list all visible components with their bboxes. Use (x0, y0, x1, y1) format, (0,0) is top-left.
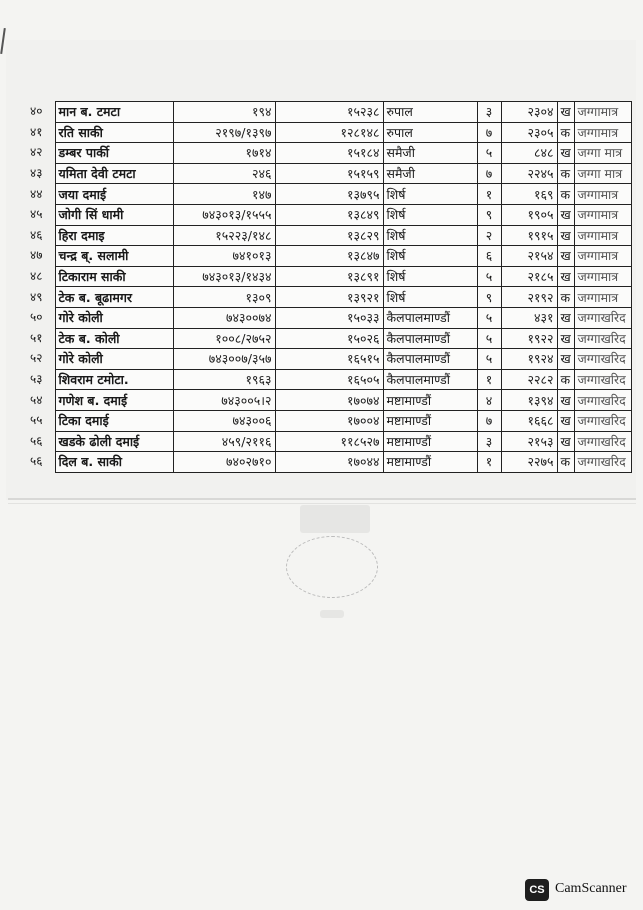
record-number-cell: ११८५२७ (275, 431, 383, 452)
table-row (30, 452, 631, 473)
count-value-cell: १ (477, 184, 501, 205)
location-cell: शिर्ष (383, 184, 477, 205)
record-number-cell: १५०२६ (275, 328, 383, 349)
reference-number-cell: १५२२३/१४८ (173, 225, 275, 246)
serial-number-cell: ४७ (30, 248, 43, 263)
location-cell: मष्टामाण्डौं (383, 390, 477, 411)
reference-number-cell: १९४ (173, 102, 275, 123)
faded-stamp (286, 536, 378, 598)
person-name-cell: डम्बर पार्की (55, 143, 173, 164)
remark-cell: जग्गामात्र (574, 287, 631, 308)
count-value-cell: ७ (477, 163, 501, 184)
registration-number-cell: २१८५ (501, 266, 557, 287)
reference-number-cell: ७४३००७/३५७ (173, 349, 275, 370)
location-cell: शिर्ष (383, 287, 477, 308)
reference-number-cell: ७४३००६ (173, 410, 275, 431)
person-name-cell: चन्द्र ब्. सलामी (55, 246, 173, 267)
count-value-cell: ६ (477, 246, 501, 267)
count-value-cell: ७ (477, 122, 501, 143)
remark-cell: जग्गाखरिद (574, 349, 631, 370)
reference-number-cell: ७४३०१३/१५५५ (173, 204, 275, 225)
serial-number-cell: ४४ (30, 186, 43, 201)
table-row (30, 204, 631, 225)
record-number-cell: १३८९१ (275, 266, 383, 287)
class-letter-cell: क (557, 452, 574, 473)
remark-cell: जग्गामात्र (574, 204, 631, 225)
location-cell: मष्टामाण्डौं (383, 431, 477, 452)
registration-number-cell: १३९४ (501, 390, 557, 411)
count-value-cell: ५ (477, 349, 501, 370)
table-row (30, 349, 631, 370)
reference-number-cell: २४६ (173, 163, 275, 184)
class-letter-cell: ख (557, 143, 574, 164)
person-name-cell: गोरे कोली (55, 349, 173, 370)
registration-number-cell: ४३१ (501, 307, 557, 328)
table-row (30, 163, 631, 184)
table-row (30, 410, 631, 431)
class-letter-cell: ख (557, 328, 574, 349)
remark-cell: जग्गाखरिद (574, 307, 631, 328)
remark-cell: जग्गा मात्र (574, 163, 631, 184)
camscanner-logo-icon: CS (525, 879, 549, 901)
registration-number-cell: १९२४ (501, 349, 557, 370)
serial-number-cell: ५१ (30, 330, 43, 345)
location-cell: शिर्ष (383, 204, 477, 225)
count-value-cell: ५ (477, 307, 501, 328)
registration-number-cell: २३०५ (501, 122, 557, 143)
remark-cell: जग्गाखरिद (574, 390, 631, 411)
location-cell: शिर्ष (383, 246, 477, 267)
record-number-cell: १५२३८ (275, 102, 383, 123)
count-value-cell: ५ (477, 328, 501, 349)
stamp-smudge (300, 505, 370, 533)
location-cell: मष्टामाण्डौं (383, 452, 477, 473)
count-value-cell: ४ (477, 390, 501, 411)
record-number-cell: १३८४९ (275, 204, 383, 225)
reference-number-cell: ४५९/२११६ (173, 431, 275, 452)
count-value-cell: ३ (477, 102, 501, 123)
table-row (30, 102, 631, 123)
serial-number-cell: ४८ (30, 269, 43, 284)
table-row (30, 184, 631, 205)
registration-number-cell: २२४५ (501, 163, 557, 184)
location-cell: मष्टामाण्डौं (383, 410, 477, 431)
serial-number-cell: ५० (30, 310, 43, 325)
camscanner-watermark: CamScanner (555, 881, 627, 896)
table-row (30, 266, 631, 287)
record-number-cell: १७०४४ (275, 452, 383, 473)
count-value-cell: ९ (477, 204, 501, 225)
remark-cell: जग्गामात्र (574, 184, 631, 205)
class-letter-cell: क (557, 163, 574, 184)
registration-number-cell: १६६८ (501, 410, 557, 431)
person-name-cell: रति साकी (55, 122, 173, 143)
count-value-cell: ५ (477, 143, 501, 164)
count-value-cell: २ (477, 225, 501, 246)
serial-number-cell: ४६ (30, 227, 43, 242)
class-letter-cell: क (557, 369, 574, 390)
count-value-cell: १ (477, 369, 501, 390)
location-cell: कैलपालमाण्डौं (383, 369, 477, 390)
class-letter-cell: ख (557, 246, 574, 267)
reference-number-cell: २१९७/१३९७ (173, 122, 275, 143)
serial-number-cell: ५२ (30, 351, 43, 366)
remark-cell: जग्गाखरिद (574, 369, 631, 390)
person-name-cell: गणेश ब. दमाई (55, 390, 173, 411)
table-row (30, 143, 631, 164)
serial-number-cell: ४९ (30, 289, 43, 304)
record-number-cell: १५०३३ (275, 307, 383, 328)
record-number-cell: १७००४ (275, 410, 383, 431)
person-name-cell: टेक ब. कोली (55, 328, 173, 349)
class-letter-cell: क (557, 287, 574, 308)
person-name-cell: गोरे कोली (55, 307, 173, 328)
registration-number-cell: १९१५ (501, 225, 557, 246)
serial-number-cell: ५५ (30, 413, 43, 428)
person-name-cell: यमिता देवी टमटा (55, 163, 173, 184)
serial-number-cell: ५६ (30, 433, 43, 448)
location-cell: कैलपालमाण्डौं (383, 349, 477, 370)
reference-number-cell: १९६३ (173, 369, 275, 390)
count-value-cell: ७ (477, 410, 501, 431)
person-name-cell: मान ब. टमटा (55, 102, 173, 123)
registration-number-cell: १६९ (501, 184, 557, 205)
table-row (30, 431, 631, 452)
person-name-cell: हिरा दमाइ (55, 225, 173, 246)
record-number-cell: १५१८४ (275, 143, 383, 164)
serial-number-cell: ४५ (30, 207, 43, 222)
class-letter-cell: ख (557, 225, 574, 246)
class-letter-cell: ख (557, 266, 574, 287)
count-value-cell: ५ (477, 266, 501, 287)
table-row (30, 122, 631, 143)
registration-number-cell: २१९२ (501, 287, 557, 308)
class-letter-cell: ख (557, 102, 574, 123)
paper-fold-line (8, 498, 636, 500)
pen-mark (0, 28, 6, 54)
registration-number-cell: २२८२ (501, 369, 557, 390)
record-number-cell: १३९२१ (275, 287, 383, 308)
remark-cell: जग्गाखरिद (574, 328, 631, 349)
record-number-cell: १३७९५ (275, 184, 383, 205)
remark-cell: जग्गामात्र (574, 225, 631, 246)
remark-cell: जग्गामात्र (574, 102, 631, 123)
location-cell: समैजी (383, 143, 477, 164)
record-number-cell: १२८१४८ (275, 122, 383, 143)
record-number-cell: १६५१५ (275, 349, 383, 370)
location-cell: शिर्ष (383, 266, 477, 287)
paper-fold-shadow (8, 503, 636, 504)
reference-number-cell: १३०९ (173, 287, 275, 308)
person-name-cell: जया दमाई (55, 184, 173, 205)
serial-number-cell: ५६ (30, 454, 43, 469)
record-number-cell: १३८४७ (275, 246, 383, 267)
reference-number-cell: ७४०२७१० (173, 452, 275, 473)
registration-number-cell: १९२२ (501, 328, 557, 349)
location-cell: शिर्ष (383, 225, 477, 246)
remark-cell: जग्गामात्र (574, 266, 631, 287)
registration-number-cell: १९०५ (501, 204, 557, 225)
class-letter-cell: क (557, 122, 574, 143)
class-letter-cell: ख (557, 349, 574, 370)
person-name-cell: टिका दमाई (55, 410, 173, 431)
record-number-cell: १६५०५ (275, 369, 383, 390)
registration-number-cell: ८४८ (501, 143, 557, 164)
person-name-cell: जोगी सिं धामी (55, 204, 173, 225)
remark-cell: जग्गा मात्र (574, 143, 631, 164)
reference-number-cell: ७४३०१३/१४३४ (173, 266, 275, 287)
serial-number-cell: ५३ (30, 372, 43, 387)
remark-cell: जग्गाखरिद (574, 410, 631, 431)
registration-number-cell: २२७५ (501, 452, 557, 473)
remark-cell: जग्गामात्र (574, 122, 631, 143)
table-row (30, 328, 631, 349)
location-cell: कैलपालमाण्डौं (383, 307, 477, 328)
serial-number-cell: ४३ (30, 166, 43, 181)
table-row (30, 307, 631, 328)
serial-number-cell: ४१ (30, 124, 43, 139)
serial-number-cell: ५४ (30, 392, 43, 407)
record-number-cell: १५१५९ (275, 163, 383, 184)
serial-number-cell: ४० (30, 104, 43, 119)
reference-number-cell: १७१४ (173, 143, 275, 164)
count-value-cell: १ (477, 452, 501, 473)
table-row (30, 369, 631, 390)
registration-number-cell: २१५३ (501, 431, 557, 452)
class-letter-cell: ख (557, 307, 574, 328)
person-name-cell: दिल ब. साकी (55, 452, 173, 473)
record-number-cell: १३८२९ (275, 225, 383, 246)
registration-number-cell: २३०४ (501, 102, 557, 123)
class-letter-cell: ख (557, 204, 574, 225)
reference-number-cell: ७४१०१३ (173, 246, 275, 267)
reference-number-cell: १४७ (173, 184, 275, 205)
table-row (30, 225, 631, 246)
reference-number-cell: ७४३००७४ (173, 307, 275, 328)
class-letter-cell: क (557, 184, 574, 205)
person-name-cell: टेक ब. बूढामगर (55, 287, 173, 308)
reference-number-cell: १००८/२७५२ (173, 328, 275, 349)
location-cell: समैजी (383, 163, 477, 184)
record-number-cell: १७०७४ (275, 390, 383, 411)
person-name-cell: टिकाराम साकी (55, 266, 173, 287)
person-name-cell: खडके ढोली दमाई (55, 431, 173, 452)
class-letter-cell: ख (557, 410, 574, 431)
land-record-table (30, 101, 632, 473)
count-value-cell: ९ (477, 287, 501, 308)
remark-cell: जग्गामात्र (574, 246, 631, 267)
location-cell: कैलपालमाण्डौं (383, 328, 477, 349)
table-body (30, 102, 631, 473)
person-name-cell: शिवराम टमोटा. (55, 369, 173, 390)
count-value-cell: ३ (477, 431, 501, 452)
remark-cell: जग्गाखरिद (574, 431, 631, 452)
registration-number-cell: २१५४ (501, 246, 557, 267)
table-row (30, 390, 631, 411)
location-cell: रुपाल (383, 102, 477, 123)
table-row (30, 246, 631, 267)
class-letter-cell: ख (557, 390, 574, 411)
table-row (30, 287, 631, 308)
class-letter-cell: ख (557, 431, 574, 452)
serial-number-cell: ४२ (30, 145, 43, 160)
location-cell: रुपाल (383, 122, 477, 143)
ink-smudge (320, 610, 344, 618)
reference-number-cell: ७४३००५।२ (173, 390, 275, 411)
remark-cell: जग्गाखरिद (574, 452, 631, 473)
